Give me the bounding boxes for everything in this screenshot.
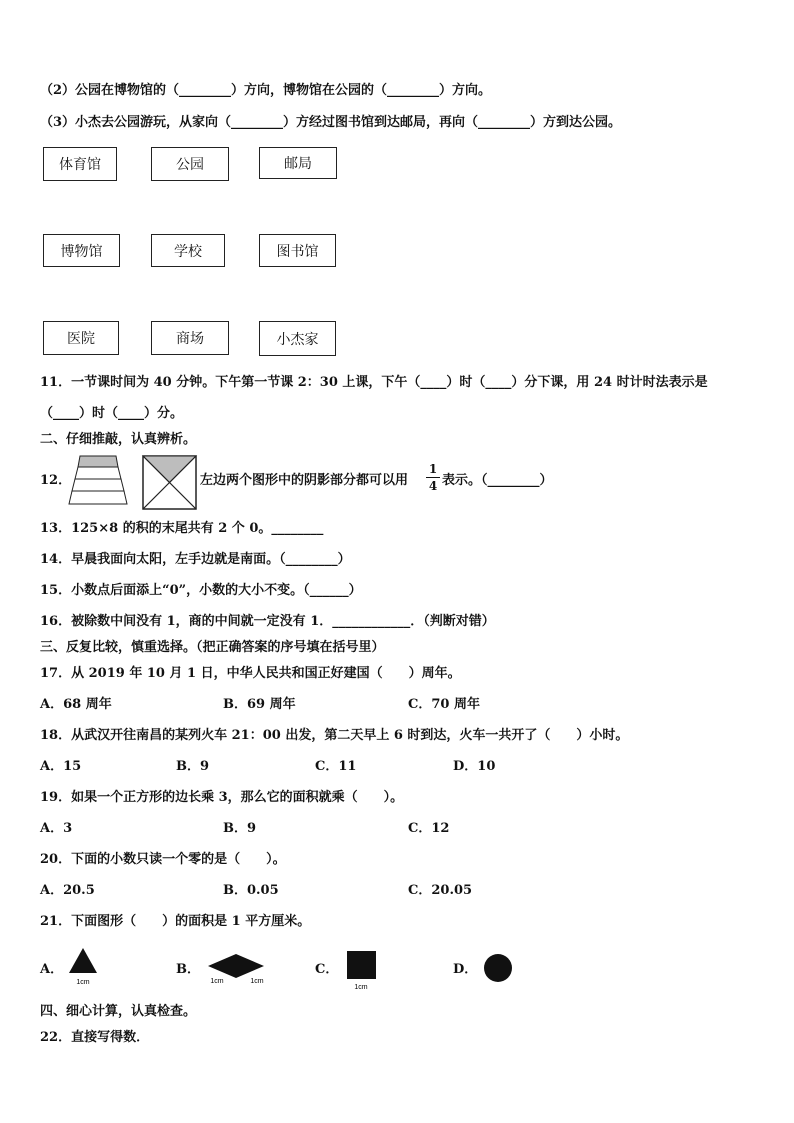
- q18-option-c[interactable]: C．11: [315, 759, 357, 774]
- triangle-shape: [68, 947, 100, 985]
- q20-stem: 20．下面的小数只读一个零的是（ ）。: [40, 852, 286, 867]
- q20-option-a[interactable]: A．20.5: [40, 883, 95, 898]
- section-3-heading: 三、反复比较，慎重选择。（把正确答案的序号填在括号里）: [40, 640, 385, 655]
- q18-stem: 18．从武汉开往南昌的某列火车 21：00 出发，第二天早上 6 时到达，火车一共开了（ ）小时。: [40, 728, 629, 743]
- section-4-heading: 四、细心计算，认真检查。: [40, 1004, 197, 1019]
- q11-line2: （____）时（____）分。: [40, 406, 184, 421]
- rhombus-unit-label-right: 1cm: [250, 978, 264, 985]
- section-2-heading: 二、仔细推敲，认真辨析。: [40, 432, 197, 447]
- q17-option-b[interactable]: B．69 周年: [223, 697, 296, 712]
- q17-stem: 17．从 2019 年 10 月 1 日，中华人民共和国正好建国（ ）周年。: [40, 666, 461, 681]
- q21-option-d[interactable]: D．: [453, 962, 478, 977]
- q21-option-b[interactable]: B．: [176, 962, 200, 977]
- q13: 13．125×8 的积的末尾共有 2 个 0。________: [40, 521, 324, 536]
- fraction-denominator: 4: [428, 479, 438, 493]
- square-shape: [346, 950, 378, 990]
- q16: 16．被除数中间没有 1，商的中间就一定没有 1．____________．（判断对错）: [40, 614, 495, 629]
- fraction-numerator: 1: [428, 462, 438, 476]
- q12-text-before: 左边两个图形中的阴影部分都可以用: [200, 473, 409, 488]
- map-box-gym: 体育馆: [43, 147, 117, 181]
- q14: 14．早晨我面向太阳，左手边就是南面。（________）: [40, 552, 351, 567]
- circle-shape: [483, 953, 515, 985]
- q15: 15．小数点后面添上“0”，小数的大小不变。（______）: [40, 583, 362, 598]
- triangle-unit-label: 1cm: [76, 979, 90, 986]
- q21-option-c[interactable]: C．: [315, 962, 339, 977]
- q18-option-a[interactable]: A．15: [40, 759, 82, 774]
- q18-option-b[interactable]: B．9: [176, 759, 210, 774]
- trapezoid-figure: [66, 455, 130, 507]
- q12-number: 12．: [40, 473, 72, 488]
- q18-option-d[interactable]: D．10: [453, 759, 496, 774]
- map-box-museum: 博物馆: [43, 234, 120, 267]
- map-box-library: 图书馆: [259, 234, 336, 267]
- rhombus-unit-label-left: 1cm: [210, 978, 224, 985]
- fraction-one-quarter: [426, 462, 440, 493]
- map-box-park: 公园: [151, 147, 229, 181]
- map-box-hospital: 医院: [43, 321, 119, 355]
- rhombus-shape: [205, 953, 267, 985]
- q19-stem: 19．如果一个正方形的边长乘 3，那么它的面积就乘（ ）。: [40, 790, 404, 805]
- q11-line1: 11．一节课时间为 40 分钟。下午第一节课 2：30 上课，下午（____）时（____）分下课，用 24 时计时法表示是: [40, 375, 708, 390]
- q21-stem: 21．下面图形（ ）的面积是 1 平方厘米。: [40, 914, 311, 929]
- fraction-bar: [426, 477, 440, 478]
- q22: 22．直接写得数．: [40, 1030, 150, 1045]
- q10-part2: （2）公园在博物馆的（________）方向，博物馆在公园的（________）方向。: [40, 83, 492, 98]
- square-figure: [142, 455, 198, 511]
- q19-option-b[interactable]: B．9: [223, 821, 257, 836]
- square-unit-label: 1cm: [354, 984, 368, 991]
- q19-option-a[interactable]: A．3: [40, 821, 73, 836]
- q21-option-a[interactable]: A．: [40, 962, 64, 977]
- q17-option-c[interactable]: C．70 周年: [408, 697, 480, 712]
- map-box-school: 学校: [151, 234, 225, 267]
- q20-option-c[interactable]: C．20.05: [408, 883, 473, 898]
- q19-option-c[interactable]: C．12: [408, 821, 450, 836]
- q12-text-after: 表示。（________）: [442, 473, 553, 488]
- q10-part3: （3）小杰去公园游玩，从家向（________）方经过图书馆到达邮局，再向（________）方到达公园。: [40, 115, 622, 130]
- map-box-home: 小杰家: [259, 321, 336, 356]
- map-box-post-office: 邮局: [259, 147, 337, 179]
- q20-option-b[interactable]: B．0.05: [223, 883, 279, 898]
- map-box-mall: 商场: [151, 321, 229, 355]
- q17-option-a[interactable]: A．68 周年: [40, 697, 112, 712]
